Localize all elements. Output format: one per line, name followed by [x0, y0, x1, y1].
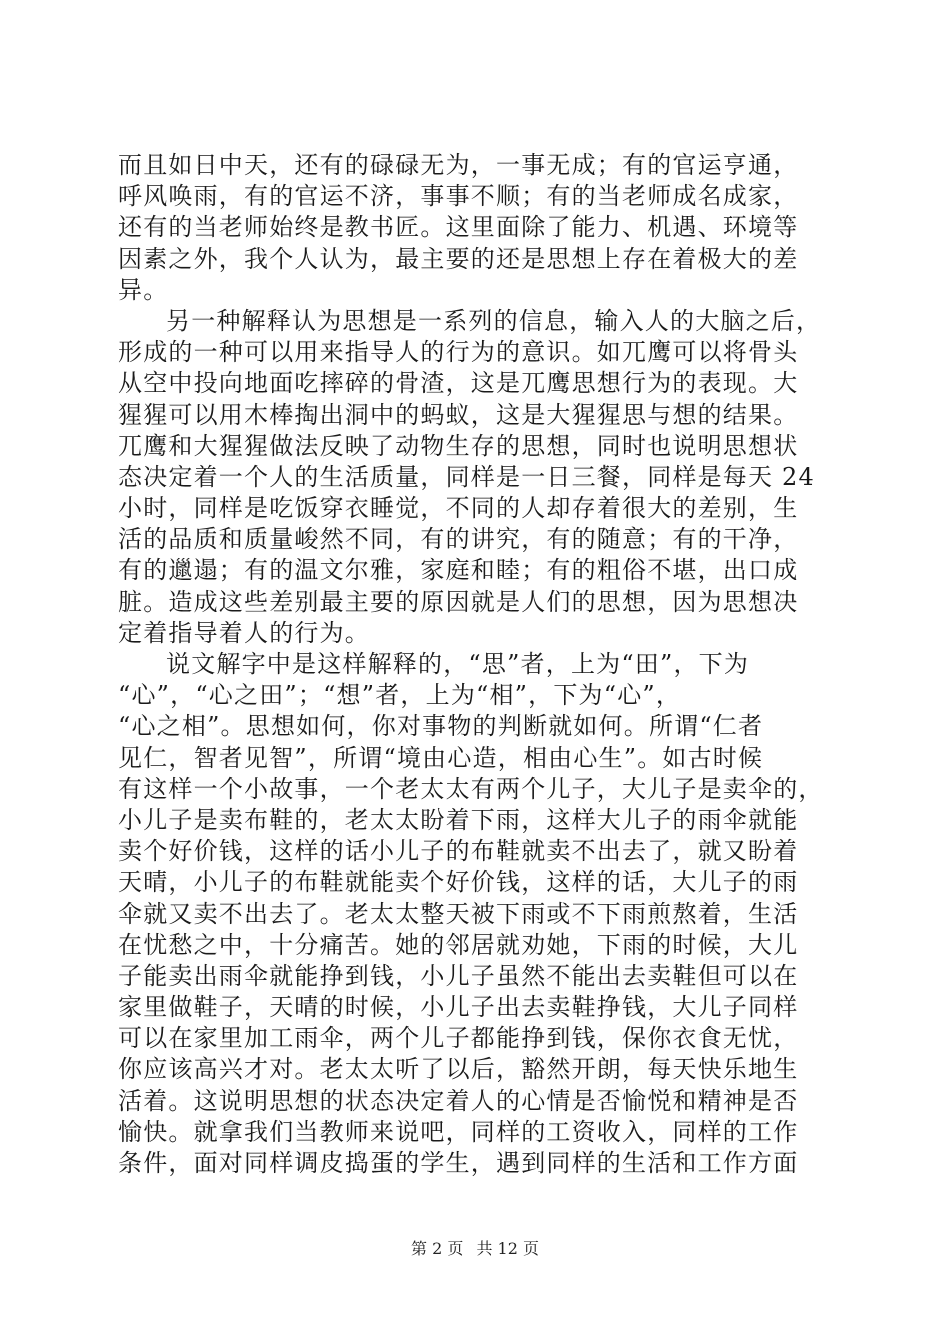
text-line: 还有的当老师始终是教书匠。这里面除了能力、机遇、环境等	[118, 213, 799, 242]
text-line: 呼风唤雨，有的官运不济，事事不顺；有的当老师成名成家，	[118, 182, 799, 211]
text-line: 你应该高兴才对。老太太听了以后，豁然开朗，每天快乐地生	[118, 1055, 799, 1084]
text-line: 愉快。就拿我们当教师来说吧，同样的工资收入，同样的工作	[118, 1117, 799, 1146]
text-line: 异。	[118, 275, 169, 304]
paragraph-start-line: 另一种解释认为思想是一系列的信息，输入人的大脑之后，	[166, 306, 822, 335]
text-line: 态决定着一个人的生活质量，同样是一日三餐，同样是每天 24	[118, 462, 815, 491]
text-line: 形成的一种可以用来指导人的行为的意识。如兀鹰可以将骨头	[118, 338, 799, 367]
text-line: 天晴，小儿子的布鞋就能卖个好价钱，这样的话，大儿子的雨	[118, 868, 799, 897]
page-footer	[0, 1237, 950, 1261]
page-number: 第 2 页	[411, 1239, 464, 1258]
text-line: 因素之外，我个人认为，最主要的还是思想上存在着极大的差	[118, 244, 799, 273]
text-line: 脏。造成这些差别最主要的原因就是人们的思想，因为思想决	[118, 587, 799, 616]
text-line: 有这样一个小故事，一个老太太有两个儿子，大儿子是卖伞的，	[118, 774, 824, 803]
text-line: 小时，同样是吃饭穿衣睡觉，不同的人却存着很大的差别，生	[118, 494, 799, 523]
text-line: 而且如日中天，还有的碌碌无为，一事无成；有的官运亨通，	[118, 151, 799, 179]
text-line: 可以在家里加工雨伞，两个儿子都能挣到钱，保你衣食无忧，	[118, 1024, 799, 1053]
text-line: 子能卖出雨伞就能挣到钱，小儿子虽然不能出去卖鞋但可以在	[118, 961, 799, 990]
text-line: “心之相”。思想如何，你对事物的判断就如何。所谓“仁者	[118, 712, 764, 741]
text-line: 见仁，智者见智”，所谓“境由心造，相由心生”。如古时候	[118, 743, 764, 772]
text-line: 猩猩可以用木棒掏出洞中的蚂蚁，这是大猩猩思与想的结果。	[118, 400, 799, 429]
text-line: 伞就又卖不出去了。老太太整天被下雨或不下雨煎熬着，生活	[118, 899, 799, 928]
text-line: 兀鹰和大猩猩做法反映了动物生存的思想，同时也说明思想状	[118, 431, 799, 460]
text-line: 活的品质和质量峻然不同，有的讲究，有的随意；有的干净，	[118, 525, 799, 554]
text-line: 小儿子是卖布鞋的，老太太盼着下雨，这样大儿子的雨伞就能	[118, 805, 799, 834]
paragraph-start-line: 说文解字中是这样解释的，“思”者，上为“田”，下为	[166, 650, 750, 678]
text-line: 从空中投向地面吃摔碎的骨渣，这是兀鹰思想行为的表现。大	[118, 369, 799, 398]
text-line: 有的邋遢；有的温文尔雅，家庭和睦；有的粗俗不堪，出口成	[118, 556, 799, 585]
text-line: 家里做鞋子，天晴的时候，小儿子出去卖鞋挣钱，大儿子同样	[118, 993, 799, 1022]
text-line: 活着。这说明思想的状态决定着人的心情是否愉悦和精神是否	[118, 1086, 799, 1115]
text-line: 条件，面对同样调皮捣蛋的学生，遇到同样的生活和工作方面	[118, 1149, 799, 1177]
page-total: 共 12 页	[476, 1239, 539, 1258]
text-line: 卖个好价钱，这样的话小儿子的布鞋就卖不出去了，就又盼着	[118, 837, 799, 866]
document-body	[118, 150, 838, 1179]
text-line: “心”，“心之田”；“想”者，上为“相”，下为“心”，	[118, 681, 682, 710]
text-line: 定着指导着人的行为。	[118, 618, 370, 647]
text-line: 在忧愁之中，十分痛苦。她的邻居就劝她，下雨的时候，大儿	[118, 930, 799, 959]
